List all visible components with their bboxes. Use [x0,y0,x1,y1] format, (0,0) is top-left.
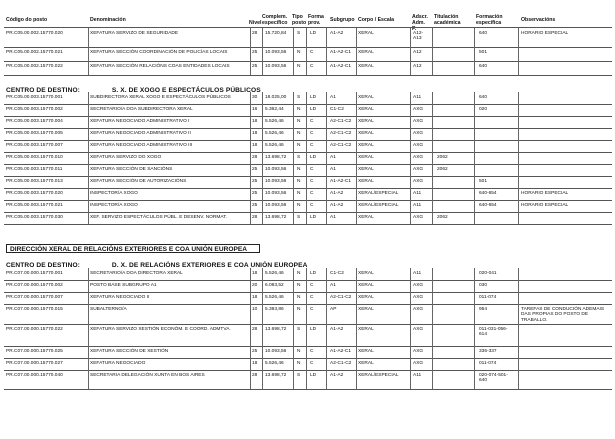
cell-nivel: 28 [252,215,258,220]
column-divider [518,268,519,389]
cell-corpo: XERAL [358,31,374,36]
cell-sub: A1 [330,155,336,160]
cell-forma: C [310,50,314,55]
row-rule [4,200,612,201]
cell-form: 640-654 [479,191,497,196]
cell-nivel: 18 [252,361,258,366]
cell-sub: A1-A2 [330,203,344,208]
header-titulacion: Titulación académica [434,14,461,26]
cell-forma: LD [310,31,317,36]
cell-code: PR.C05.00.002.15770.022 [6,64,63,69]
cell-adscr: A11 [413,203,422,208]
cell-nivel: 16 [252,107,258,112]
header-code: Código do posto [6,17,48,23]
cell-form: 030 [479,283,488,288]
header-nivel: Nivel [249,20,262,26]
cell-corpo: XERAL [358,327,374,332]
cell-name: XEFATURA NEGOCIADO ADMINISTRATIVO I [90,119,190,124]
section-title-xogo [6,87,261,94]
cell-nivel: 20 [252,283,258,288]
row-rule [4,176,612,177]
cell-name: SUBALTERNO/A [90,307,127,312]
cell-forma: LD [310,327,317,332]
cell-forma: LD [310,155,317,160]
row-rule [4,104,612,105]
section-name: D. X. DE RELACIÓNS EXTERIORES E COA UNIÓN EUROPEA [111,262,308,269]
cell-forma: C [310,131,314,136]
cell-tipo: N [297,131,301,136]
cell-name: POSTO BASE SUBGRUPO A1 [90,283,157,288]
column-divider [306,92,307,224]
cell-form: 020-074-501-640 [479,373,508,384]
cell-corpo: XERAL [358,155,374,160]
cell-adscr: AXG [413,131,424,136]
section-label: CENTRO DE DESTINO: [6,87,80,94]
cell-tipo: N [297,349,301,354]
cell-corpo: XERAL [358,143,374,148]
cell-form: 336-337 [479,349,497,354]
cell-comp: 10.093,56 [265,191,287,196]
cell-forma: C [310,191,314,196]
row-rule [4,370,612,371]
cell-forma: C [310,283,314,288]
cell-tipo: N [297,143,301,148]
cell-corpo: XERAL [358,271,374,276]
column-divider [306,268,307,389]
column-divider [356,92,357,224]
cell-comp: 5.526,46 [265,271,284,276]
cell-forma: C [310,361,314,366]
cell-forma: C [310,143,314,148]
cell-nivel: 28 [252,327,258,332]
cell-obs: HORARIO ESPECIAL [521,191,569,196]
cell-corpo: XERAL [358,307,374,312]
cell-forma: C [310,167,314,172]
cell-tipo: S [297,327,301,332]
row-rule [4,75,612,76]
cell-sub: AP [330,307,337,312]
cell-adscr: AXG [413,155,424,160]
cell-tipo: S [297,155,301,160]
cell-corpo: XERAL [358,167,374,172]
column-divider [326,268,327,389]
cell-forma: LD [310,373,317,378]
cell-form: 501 [479,50,488,55]
cell-adscr: AXG [413,349,424,354]
cell-sub: A1-A2 [330,191,344,196]
cell-forma: LD [310,95,317,100]
cell-name: XEFATURA SECCIÓN RELACIÓNS COAS ENTIDADES LOCAIS [90,64,230,69]
cell-tipo: N [297,271,301,276]
cell-adscr: AXG [413,361,424,366]
cell-adscr: AXG [413,295,424,300]
cell-adscr: A11 [413,373,422,378]
row-rule [4,61,612,62]
cell-corpo: XERAL [358,349,374,354]
cell-comp: 15.720,84 [265,31,287,36]
cell-obs: TAREFAS DE CONDUCIÓN ADEMAIS DAS PROPIAS DO POSTO DE TRABALLO. [521,307,605,323]
cell-name: XEFATURA SECCIÓN DE AUTORIZACIÓNS [90,179,187,184]
cell-tipo: N [297,107,301,112]
cell-tipo: S [297,215,301,220]
cell-form: 640 [479,31,488,36]
column-divider [356,28,357,75]
cell-corpo: XERAL [358,361,374,366]
cell-corpo: XERAL/ESPECIAL [358,203,399,208]
cell-name: SECRETARIO/A DOA SUBDIRECTORA XERAL [90,107,193,112]
cell-name: SUBDIRECTORA XERAL XOGO E ESPECTÁCULOS PÚBLICOS [90,95,231,100]
row-rule [4,164,612,165]
cell-adscr: AXG [413,179,424,184]
cell-forma: C [310,64,314,69]
cell-nivel: 25 [252,349,258,354]
cell-tipo: N [297,167,301,172]
column-divider [250,28,251,75]
cell-forma: LD [310,107,317,112]
column-divider [262,92,263,224]
cell-adscr: A12 [413,64,422,69]
column-divider [250,92,251,224]
cell-code: PR.C05.00.003.15770.004 [6,119,63,124]
cell-tit: 2062 [437,167,448,172]
row-rule [4,358,612,359]
cell-code: PR.C05.00.003.15770.013 [6,179,63,184]
cell-adscr: AXG [413,167,424,172]
cell-name: XEFATURA SERVIZO XESTIÓN ECONÓM. E COORD. ADMTVA. [90,327,231,332]
column-divider [293,92,294,224]
cell-corpo: XERAL [358,283,374,288]
cell-name: SECRETARIO/A DOA DIRECTORA XERAL [90,271,183,276]
cell-nivel: 28 [252,155,258,160]
cell-code: PR.C05.00.003.15770.005 [6,131,63,136]
column-divider [410,92,411,224]
cell-form: 011-031-056-614 [479,327,508,338]
cell-forma: C [310,179,314,184]
column-divider [262,268,263,389]
cell-forma: C [310,307,314,312]
column-divider [88,28,89,75]
cell-corpo: XERAL [358,131,374,136]
cell-name: XEFATURA NEGOCIADO II [90,295,150,300]
cell-name: INSPECTOR/A XOGO [90,191,138,196]
cell-nivel: 28 [252,31,258,36]
cell-code: PR.C05.00.003.15770.002 [6,107,63,112]
cell-sub: A1 [330,215,336,220]
column-divider [410,268,411,389]
cell-name: XEFATURA SERVIZO DE SEGURIDADE [90,31,179,36]
row-rule [4,389,612,390]
cell-corpo: XERAL [358,215,374,220]
header-denominacion: Denominación [90,17,126,23]
cell-code: PR.C05.00.003.15770.007 [6,143,63,148]
cell-tipo: N [297,307,301,312]
cell-code: PR.C07.00.000.15770.027 [6,361,63,366]
row-rule [4,304,612,305]
cell-tipo: S [297,373,301,378]
cell-tipo: N [297,203,301,208]
column-divider [474,92,475,224]
cell-corpo: XERAL [358,64,374,69]
cell-comp: 18.025,00 [265,95,287,100]
cell-tipo: N [297,179,301,184]
cell-adscr: AXG [413,327,424,332]
cell-comp: 5.526,46 [265,295,284,300]
cell-tipo: N [297,283,301,288]
cell-nivel: 25 [252,64,258,69]
row-rule [4,280,612,281]
column-divider [326,92,327,224]
column-divider [410,28,411,75]
cell-nivel: 18 [252,295,258,300]
cell-name: XEF. SERVIZO ESPECTÁCULOS PÚBL. E DESENV. NORMAT. [90,215,227,220]
column-divider [293,28,294,75]
cell-corpo: XERAL [358,107,374,112]
cell-sub: C1-C2 [330,107,344,112]
row-rule [4,128,612,129]
directorate-heading: DIRECCIÓN XERAL DE RELACIÓNS EXTERIORES E COA UNIÓN EUROPEA [6,244,260,253]
cell-name: XEFATURA NEGOCIADO [90,361,146,366]
cell-sub: A1-A2 [330,373,344,378]
cell-comp: 10.093,56 [265,349,287,354]
cell-sub: A1 [330,283,336,288]
cell-comp: 10.093,56 [265,50,287,55]
cell-sub: A1-A2-C1 [330,50,352,55]
cell-comp: 10.093,56 [265,167,287,172]
cell-adscr: AXG [413,283,424,288]
section-label: CENTRO DE DESTINO: [6,262,80,269]
cell-forma: LD [310,271,317,276]
cell-adscr: AXG [413,119,424,124]
cell-comp: 5.526,46 [265,361,284,366]
cell-sub: A1-A2-C1 [330,179,352,184]
column-divider [518,28,519,75]
cell-name: XEFATURA SECCIÓN DE XESTIÓN [90,349,169,354]
cell-comp: 5.526,46 [265,143,284,148]
column-divider [518,92,519,224]
cell-name: SECRETARIA DELEGACIÓN XUNTA EN BOS AIRES [90,373,205,378]
row-rule [4,140,612,141]
cell-code: PR.C07.00.000.15770.002 [6,283,63,288]
cell-form: 640 [479,95,488,100]
column-divider [432,92,433,224]
header-adscr: Adscr. Adm. P. [412,14,428,32]
cell-adscr: A11 [413,95,422,100]
cell-code: PR.C05.00.003.15770.010 [6,155,63,160]
cell-code: PR.C07.00.000.15770.001 [6,271,63,276]
cell-comp: 10.093,56 [265,203,287,208]
cell-adscr: AXG [413,307,424,312]
cell-nivel: 25 [252,203,258,208]
cell-code: PR.C07.00.000.15770.022 [6,327,63,332]
cell-name: XEFATURA NEGOCIADO ADMINISTRATIVO III [90,143,193,148]
cell-nivel: 30 [252,95,258,100]
cell-tipo: N [297,50,301,55]
cell-form: 020-041 [479,271,497,276]
row-rule [4,324,612,325]
cell-sub: A1 [330,95,336,100]
cell-comp: 13.698,72 [265,327,287,332]
column-divider [250,268,251,389]
cell-name: INSPECTOR/A XOGO [90,203,138,208]
cell-form: 501 [479,179,488,184]
cell-sub: A1-A2 [330,327,344,332]
cell-comp: 10.093,56 [265,179,287,184]
cell-sub: A1-A2 [330,31,344,36]
cell-corpo: XERAL/ESPECIAL [358,373,399,378]
cell-comp: 5.526,46 [265,131,284,136]
cell-name: XEFATURA SERVIZO DO XOGO [90,155,162,160]
cell-nivel: 18 [252,271,258,276]
column-divider [356,268,357,389]
cell-tipo: N [297,64,301,69]
header-rule [4,27,612,28]
cell-comp: 5.526,46 [265,119,284,124]
cell-comp: 13.698,72 [265,373,287,378]
cell-corpo: XERAL [358,119,374,124]
cell-sub: A2-C1-C2 [330,143,352,148]
cell-code: PR.C05.00.003.15770.001 [6,95,63,100]
column-divider [432,28,433,75]
column-divider [88,92,89,224]
cell-nivel: 25 [252,167,258,172]
cell-comp: 10.093,56 [265,64,287,69]
row-rule [4,346,612,347]
cell-nivel: 18 [252,143,258,148]
cell-obs: HORARIO ESPECIAL [521,203,569,208]
cell-nivel: 10 [252,307,258,312]
cell-name: XEFATURA SECCIÓN COORDINACIÓN DE POLICÍAS LOCAIS [90,50,228,55]
cell-tipo: N [297,361,301,366]
cell-code: PR.C07.00.000.15770.040 [6,373,63,378]
column-divider [474,268,475,389]
cell-form: 011-074 [479,361,497,366]
cell-sub: C1-C2 [330,271,344,276]
cell-adscr: A12 [413,50,422,55]
cell-sub: A2-C1-C2 [330,361,352,366]
column-divider [88,268,89,389]
cell-nivel: 25 [252,50,258,55]
column-divider [326,28,327,75]
cell-forma: C [310,119,314,124]
cell-form: 640 [479,64,488,69]
cell-forma: C [310,203,314,208]
cell-code: PR.C05.00.003.15770.011 [6,167,63,172]
cell-sub: A1 [330,167,336,172]
cell-code: PR.C05.00.003.15770.030 [6,215,63,220]
column-divider [306,28,307,75]
cell-sub: A2-C1-C2 [330,131,352,136]
header-tipo: Tipo posto [292,14,307,26]
cell-nivel: 18 [252,119,258,124]
cell-corpo: XERAL [358,50,374,55]
cell-form: 954 [479,307,488,312]
cell-comp: 6.083,52 [265,283,284,288]
cell-adscr: AXG [413,107,424,112]
cell-code: PR.C07.00.000.15770.015 [6,307,63,312]
cell-forma: C [310,349,314,354]
cell-sub: A1-A2-C1 [330,349,352,354]
cell-code: PR.C05.00.002.15770.021 [6,50,63,55]
column-divider [474,28,475,75]
cell-corpo: XERAL [358,179,374,184]
cell-tipo: S [297,95,301,100]
cell-comp: 13.698,72 [265,155,287,160]
cell-corpo: XERAL/ESPECIAL [358,191,399,196]
cell-comp: 5.362,44 [265,107,284,112]
cell-form: 020 [479,107,488,112]
cell-tit: 2062 [437,155,448,160]
header-corpo: Corpo / Escala [358,17,395,23]
cell-adscr: A11 [413,271,422,276]
cell-tipo: N [297,295,301,300]
cell-comp: 5.393,86 [265,307,284,312]
cell-nivel: 28 [252,373,258,378]
cell-adscr: A12-A13 [413,31,424,42]
row-rule [4,292,612,293]
header-subgrupo: Subgrupo [330,17,355,23]
cell-nivel: 18 [252,131,258,136]
cell-adscr: AXG [413,143,424,148]
header-formacion: Formación específica [476,14,503,26]
cell-sub: A2-C1-C2 [330,119,352,124]
cell-sub: A2-C1-C2 [330,295,352,300]
cell-form: 640-654 [479,203,497,208]
section-name: S. X. DE XOGO E ESPECTÁCULOS PÚBLICOS [111,87,261,94]
header-forma: Forma prov. [308,14,324,26]
header-complemento: Complem. específico [262,14,288,26]
cell-forma: C [310,295,314,300]
row-rule [4,188,612,189]
header-observacions: Observacións [521,17,556,23]
cell-nivel: 25 [252,191,258,196]
cell-form: 011-074 [479,295,497,300]
row-rule [4,224,612,225]
cell-comp: 13.698,72 [265,215,287,220]
cell-sub: A1-A2-C1 [330,64,352,69]
row-rule [4,47,612,48]
column-divider [432,268,433,389]
column-divider [262,28,263,75]
cell-tipo: N [297,191,301,196]
cell-tipo: S [297,31,301,36]
cell-tit: 2062 [437,215,448,220]
row-rule [4,116,612,117]
cell-nivel: 25 [252,179,258,184]
cell-code: PR.C05.00.002.15770.020 [6,31,63,36]
cell-code: PR.C07.00.000.15770.007 [6,295,63,300]
cell-forma: LD [310,215,317,220]
cell-corpo: XERAL [358,95,374,100]
row-rule [4,152,612,153]
row-rule [4,212,612,213]
cell-name: XEFATURA NEGOCIADO ADMINISTRATIVO II [90,131,191,136]
cell-adscr: AXG [413,215,424,220]
cell-name: XEFATURA SECCIÓN DE SANCIÓNS [90,167,173,172]
cell-code: PR.C05.00.003.15770.020 [6,191,63,196]
cell-corpo: XERAL [358,295,374,300]
cell-code: PR.C05.00.003.15770.021 [6,203,63,208]
column-divider [293,268,294,389]
cell-code: PR.C07.00.000.15770.025 [6,349,63,354]
cell-tipo: N [297,119,301,124]
cell-adscr: A11 [413,191,422,196]
cell-obs: HORARIO ESPECIAL [521,31,569,36]
